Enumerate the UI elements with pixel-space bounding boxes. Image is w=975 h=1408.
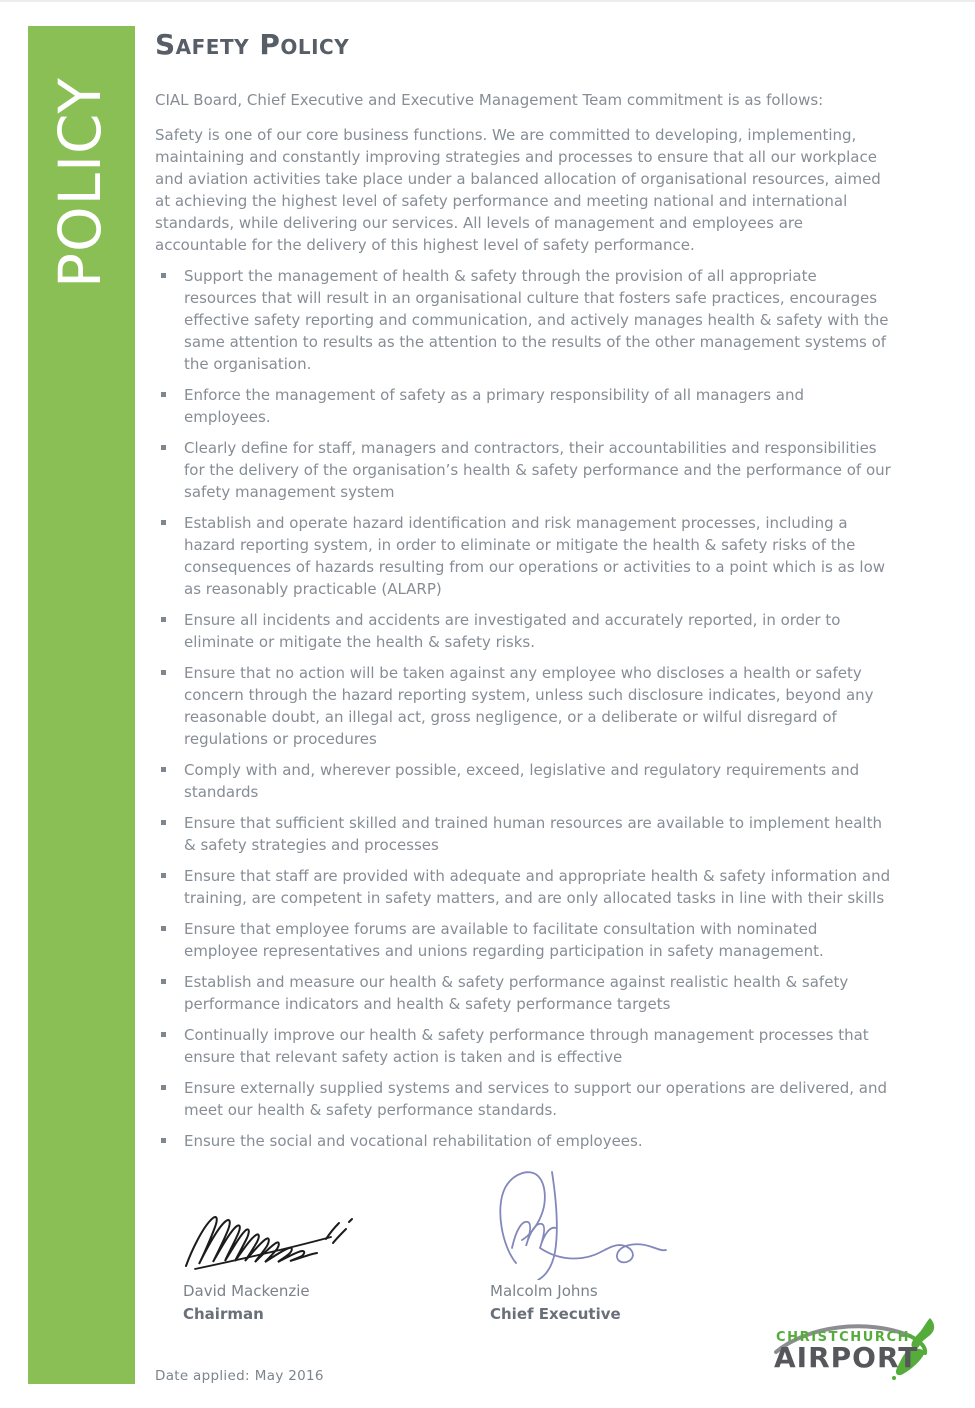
date-applied-label: Date applied: [155,1368,250,1384]
chief-executive-signature-image [490,1168,690,1280]
bullet-text: Ensure the social and vocational rehabilitation of employees. [184,1132,643,1150]
chairman-signature-column [183,1208,490,1325]
page-title: Safety Policy [155,28,350,61]
bullet-item [155,918,892,962]
bullet-text: Ensure all incidents and accidents are investigated and accurately reported, in order to eliminate or mitigate the health & safety risks. [184,611,841,651]
bullet-text: Ensure that employee forums are available to facilitate consultation with nominated employee representatives and unions regarding participation in safety management. [184,920,824,960]
bullet-square-icon [161,1138,166,1143]
bullet-text: Establish and measure our health & safety performance against realistic health & safety performance indicators and health & safety performance targets [184,973,849,1013]
chairman-signature-image [183,1208,358,1270]
commitment-paragraph: Safety is one of our core business functions. We are committed to developing, implementing, maintaining and constantly improving strategies and processes to ensure that all our workplace and aviation activities take place under a balanced allocation of organisational resources, aimed at achieving the highest level of safety performance and meeting national and international standards, while delivering our services. All levels of management and employees are accountable for the delivery of this highest level of safety performance. [155,126,881,254]
bullet-square-icon [161,445,166,450]
bullet-item [155,265,892,375]
signatory-role: Chairman [183,1305,264,1323]
bullet-text: Continually improve our health & safety performance through management processes that ensure that relevant safety action is taken and is effective [184,1026,869,1066]
bullet-item [155,1130,892,1152]
bullet-item [155,1077,892,1121]
bullet-item [155,609,892,653]
document-body [155,28,892,1325]
logo-text-airport: AIRPORT [774,1341,919,1374]
bullet-square-icon [161,820,166,825]
bullet-item [155,971,892,1015]
bullet-item [155,1024,892,1068]
commitment-intro-line: CIAL Board, Chief Executive and Executive Management Team commitment is as follows: [155,91,824,109]
bullet-square-icon [161,1085,166,1090]
bullet-text: Establish and operate hazard identification and risk management processes, including a hazard reporting system, in order to eliminate or mitigate the health & safety risks of the consequences of hazards resulting from our operations or activities to a point which is as low as reasonably practicable (ALARP) [184,514,886,598]
bullet-square-icon [161,926,166,931]
bullet-text: Ensure externally supplied systems and services to support our operations are delivered, and meet our health & safety performance standards. [184,1079,887,1119]
bullet-square-icon [161,767,166,772]
signatory-name: Malcolm Johns [490,1282,598,1300]
bullet-item [155,512,892,600]
bullet-item [155,437,892,503]
date-applied-value: May 2016 [254,1368,324,1384]
bullet-text: Support the management of health & safety through the provision of all appropriate resources that will result in an organisational culture that fosters safe practices, encourages effective safety reporting and communication, and actively manages health & safety with the same attention to results as the attention to the results of the other management systems of the organisation. [184,267,889,373]
sidebar-vertical-label: POLICY [46,77,114,288]
bullet-text: Comply with and, wherever possible, exceed, legislative and regulatory requirements and standards [184,761,860,801]
date-applied [155,1368,324,1384]
bullet-square-icon [161,617,166,622]
bullet-square-icon [161,979,166,984]
bullet-square-icon [161,392,166,397]
bullet-item [155,662,892,750]
bullet-text: Ensure that staff are provided with adequate and appropriate health & safety information and training, are competent in safety matters, and are only allocated tasks in line with their skills [184,867,891,907]
bullet-square-icon [161,1032,166,1037]
policy-sidebar-band [28,26,135,1384]
bullet-square-icon [161,273,166,278]
signatory-role: Chief Executive [490,1305,621,1323]
bullet-square-icon [161,520,166,525]
bullet-text: Ensure that no action will be taken against any employee who discloses a health or safety concern through the hazard reporting system, unless such disclosure indicates, beyond any reasonable doubt, an illegal act, gross negligence, or a deliberate or wilful disregard of regulations or procedures [184,664,874,748]
logo-text-christchurch: CHRISTCHURCH [776,1330,911,1345]
bullet-item [155,759,892,803]
bullet-square-icon [161,670,166,675]
bullet-square-icon [161,873,166,878]
bullet-item [155,384,892,428]
signatory-name: David Mackenzie [183,1282,310,1300]
bullet-text: Enforce the management of safety as a primary responsibility of all managers and employees. [184,386,804,426]
bullet-item [155,865,892,909]
bullet-item [155,812,892,856]
chief-executive-signature-column [490,1168,750,1325]
bullet-text: Clearly define for staff, managers and contractors, their accountabilities and responsibilities for the delivery of the organisation’s health & safety performance and the performance of our safety management system [184,439,891,501]
christchurch-airport-logo [762,1316,947,1382]
signature-block [183,1168,892,1325]
bullet-text: Ensure that sufficient skilled and trained human resources are available to implement health & safety strategies and processes [184,814,882,854]
policy-bullet-list [155,265,892,1152]
